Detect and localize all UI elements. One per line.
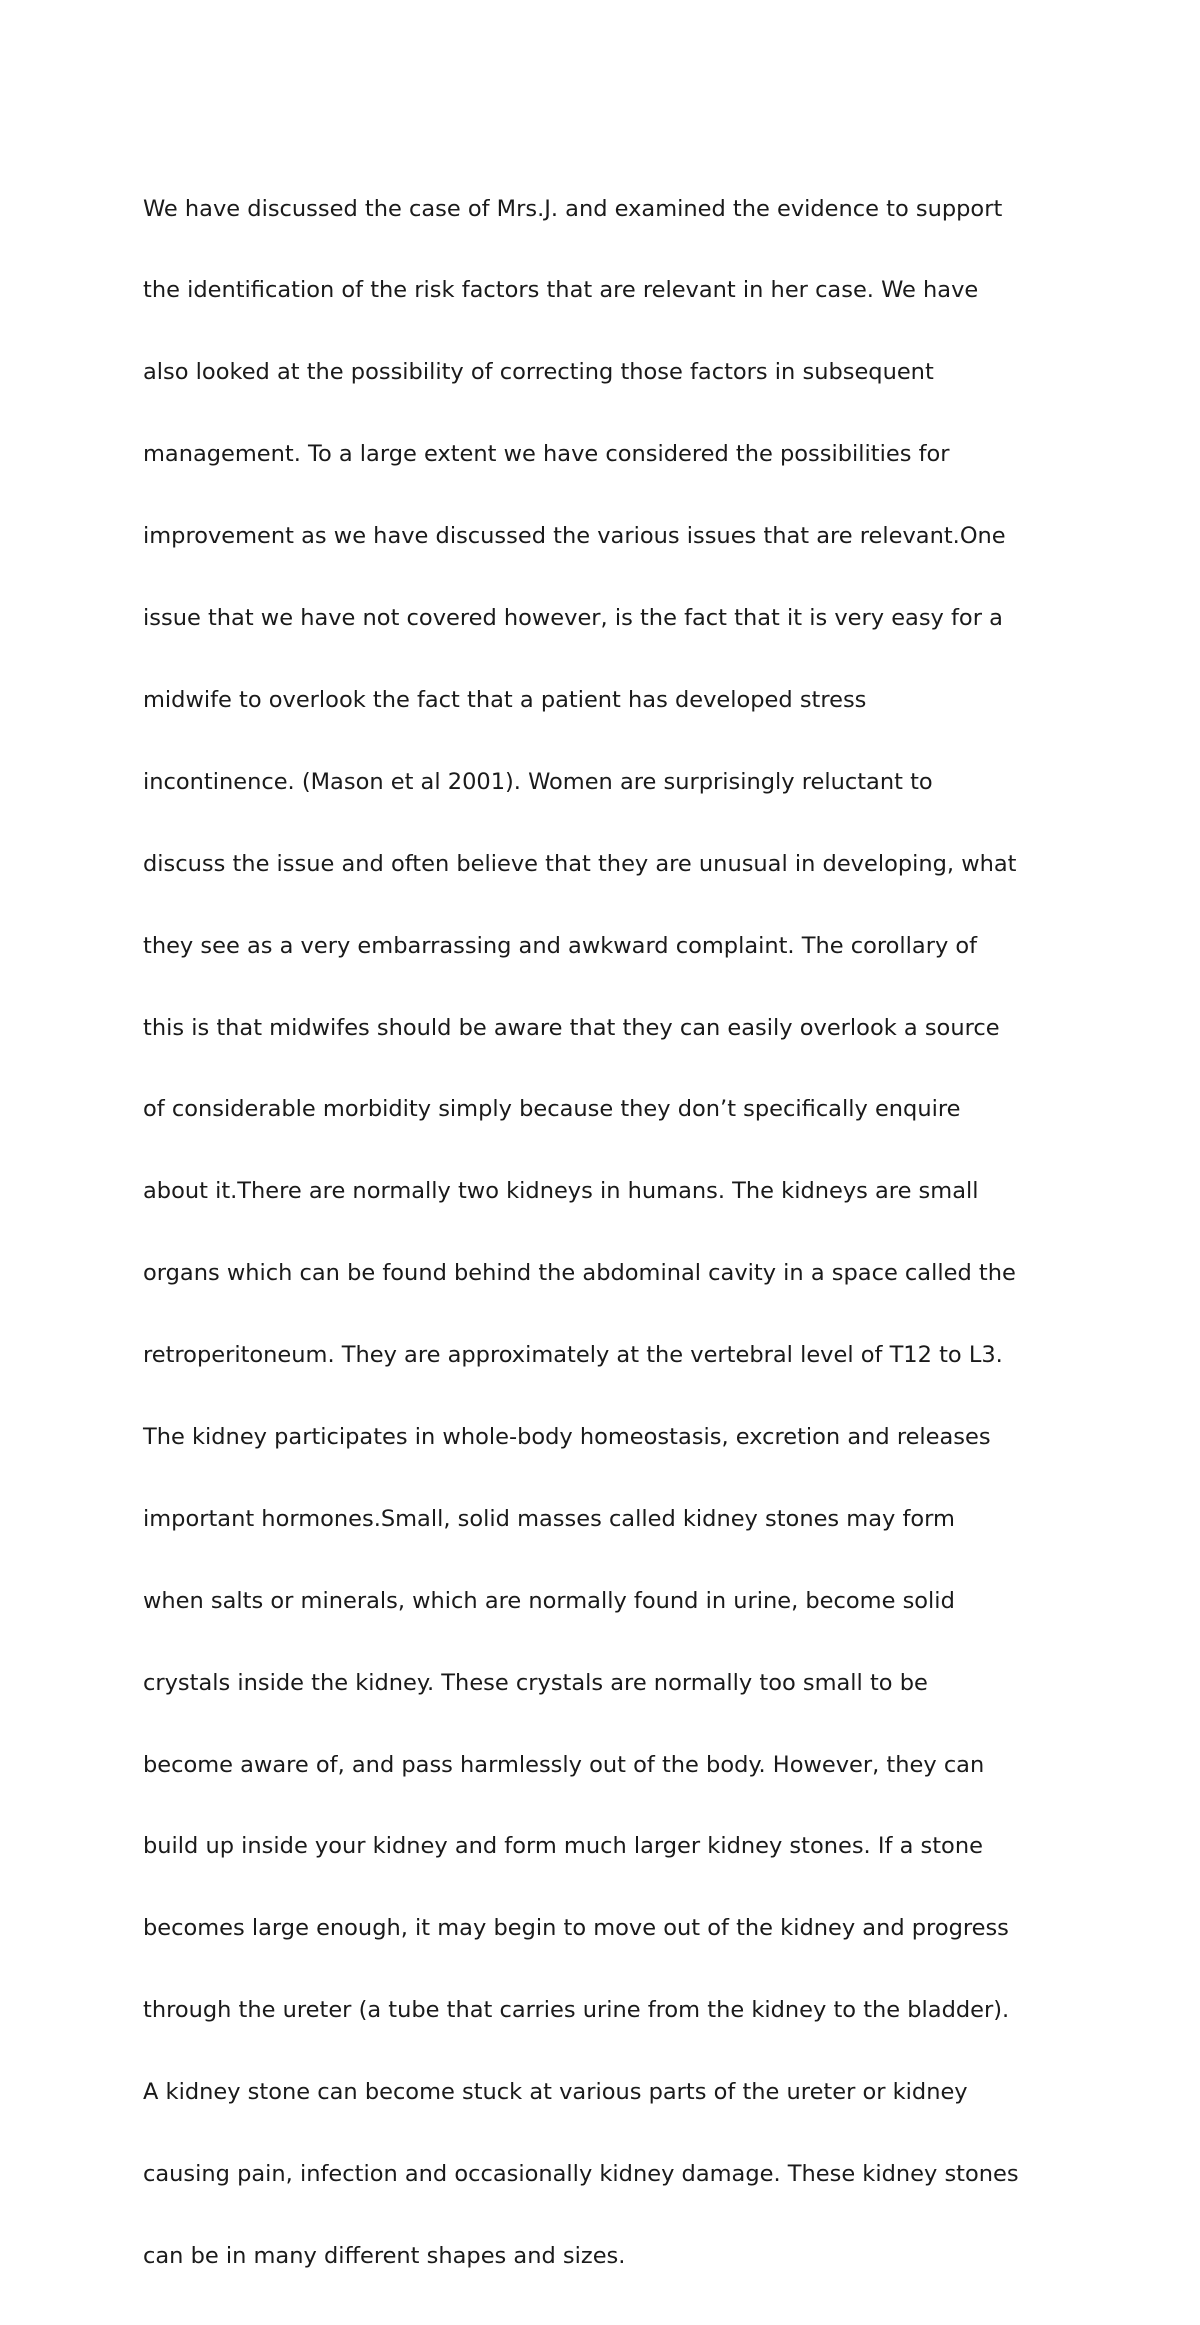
text-line: management. To a large extent we have considered the possibilities for [143, 441, 950, 468]
text-line: issue that we have not covered however, is the fact that it is very easy for a [143, 605, 1003, 632]
text-line: crystals inside the kidney. These crystals are normally too small to be [143, 1669, 928, 1696]
text-line: discuss the issue and often believe that they are unusual in developing, what [143, 850, 1017, 877]
text-line: improvement as we have discussed the various issues that are relevant.One [143, 523, 1006, 550]
text-line: also looked at the possibility of correcting those factors in subsequent [143, 359, 934, 386]
text-line: The kidney participates in whole-body homeostasis, excretion and releases [143, 1423, 991, 1450]
text-line: can be in many different shapes and sizes. [143, 2242, 626, 2269]
text-line: retroperitoneum. They are approximately at the vertebral level of T12 to L3. [143, 1342, 1003, 1369]
text-line: incontinence. (Mason et al 2001). Women are surprisingly reluctant to [143, 768, 933, 795]
text-line: the identification of the risk factors that are relevant in her case. We have [143, 277, 979, 304]
text-line: becomes large enough, it may begin to move out of the kidney and progress [143, 1915, 1009, 1942]
text-line: causing pain, infection and occasionally kidney damage. These kidney stones [143, 2160, 1019, 2187]
text-line: of considerable morbidity simply because they don’t specifically enquire [143, 1096, 961, 1123]
body-paragraph [143, 141, 1063, 2325]
text-line: when salts or minerals, which are normally found in urine, become solid [143, 1587, 955, 1614]
text-line: build up inside your kidney and form much larger kidney stones. If a stone [143, 1833, 983, 1860]
text-line: through the ureter (a tube that carries urine from the kidney to the bladder). [143, 1997, 1010, 2024]
text-line: about it.There are normally two kidneys in humans. The kidneys are small [143, 1178, 979, 1205]
text-line: organs which can be found behind the abdominal cavity in a space called the [143, 1260, 1016, 1287]
text-line: this is that midwifes should be aware that they can easily overlook a source [143, 1014, 1000, 1041]
text-line: midwife to overlook the fact that a patient has developed stress [143, 686, 867, 713]
text-line: important hormones.Small, solid masses called kidney stones may form [143, 1505, 955, 1532]
text-line: become aware of, and pass harmlessly out of the body. However, they can [143, 1751, 985, 1778]
text-line: A kidney stone can become stuck at various parts of the ureter or kidney [143, 2079, 968, 2106]
text-line: they see as a very embarrassing and awkward complaint. The corollary of [143, 932, 978, 959]
text-line: We have discussed the case of Mrs.J. and examined the evidence to support [143, 195, 1003, 222]
